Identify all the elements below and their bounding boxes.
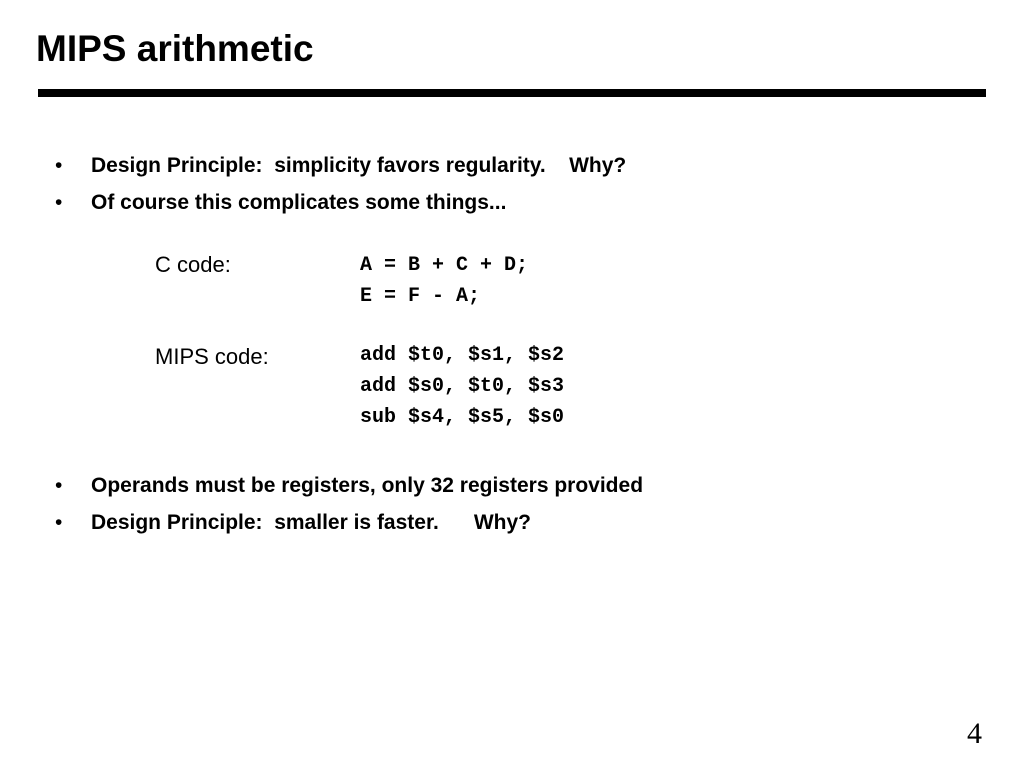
list-item xyxy=(55,509,531,546)
c-code-label: C code: xyxy=(155,252,231,277)
bullet-marker: • xyxy=(55,191,63,214)
bullet-list-bottom xyxy=(55,472,644,546)
mips-code-block xyxy=(360,340,564,433)
title-divider xyxy=(38,89,986,97)
bullet-marker: • xyxy=(55,154,63,177)
code-line: add $t0, $s1, $s2 xyxy=(360,344,565,367)
code-line: add $s0, $t0, $s3 xyxy=(360,375,565,398)
slide-title: MIPS arithmetic xyxy=(36,28,314,69)
code-line: E = F - A; xyxy=(360,285,481,308)
bullet-text: Design Principle: simplicity favors regularity. Why? xyxy=(91,154,627,177)
code-line: sub $s4, $s5, $s0 xyxy=(360,406,565,429)
bullet-marker: • xyxy=(55,474,63,497)
bullet-marker: • xyxy=(55,511,63,534)
list-item xyxy=(55,189,507,226)
bullet-text: Of course this complicates some things... xyxy=(91,191,507,214)
c-code-block xyxy=(360,250,528,312)
list-item xyxy=(55,152,627,189)
bullet-text: Design Principle: smaller is faster. Why? xyxy=(91,511,531,534)
bullet-text: Operands must be registers, only 32 registers provided xyxy=(91,474,644,497)
mips-code-label: MIPS code: xyxy=(155,344,269,369)
list-item xyxy=(55,472,644,509)
code-line: A = B + C + D; xyxy=(360,254,529,277)
page-number: 4 xyxy=(967,717,982,750)
bullet-list-top xyxy=(55,152,627,226)
